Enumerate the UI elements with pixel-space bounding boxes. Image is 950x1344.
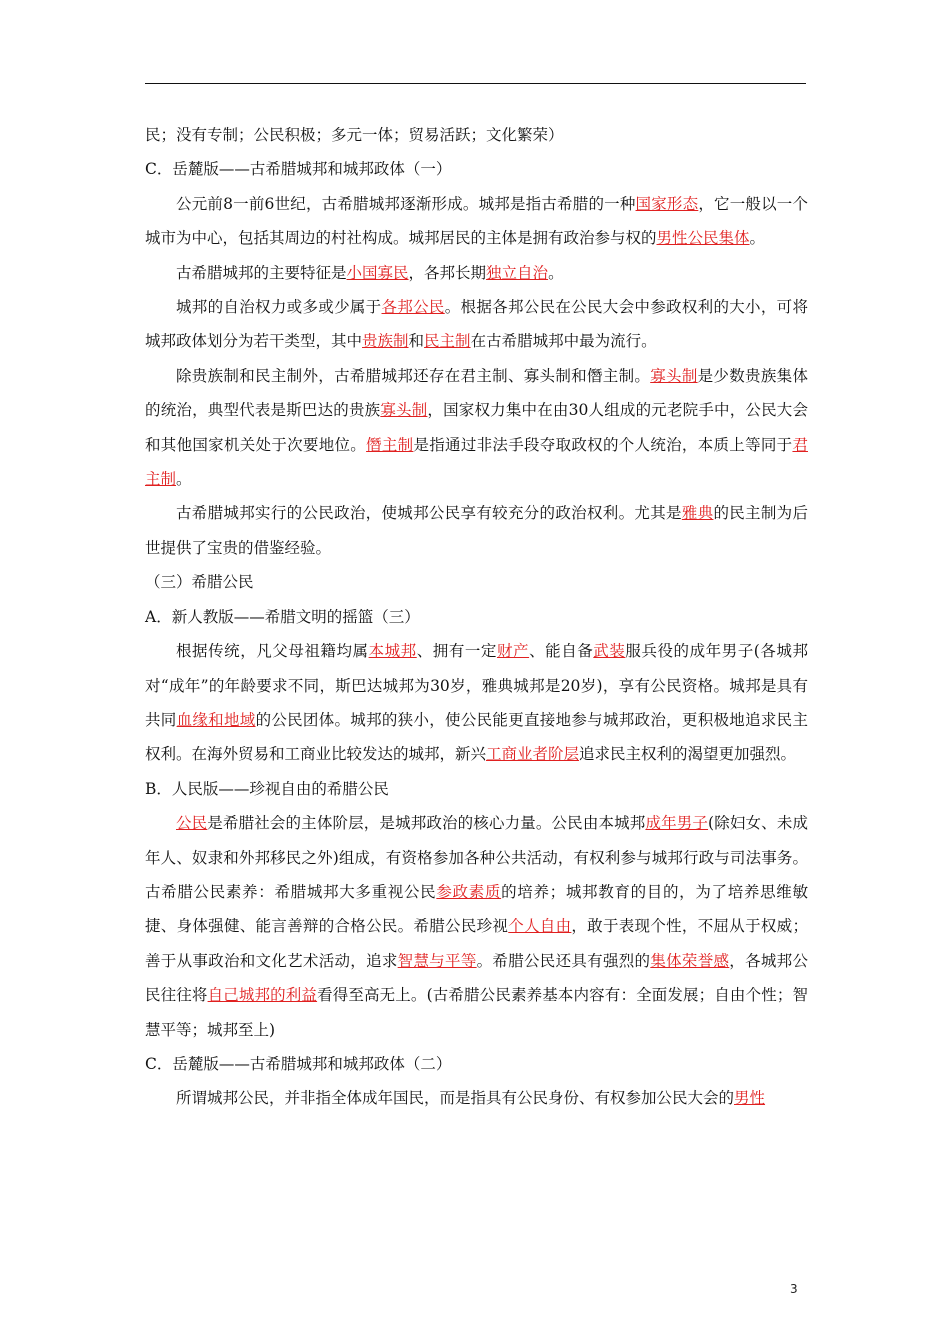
text-run: ，各城邦公民往往将: [145, 951, 808, 1005]
key-term: 自己城邦的利益: [207, 986, 318, 1005]
text-run: 民；没有专制；公民积极；多元一体；贸易活跃；文化繁荣）: [145, 126, 564, 144]
key-term: 各邦公民: [381, 298, 445, 317]
text-run: 。: [548, 263, 564, 282]
text-run: C．岳麓版——古希腊城邦和城邦政体（二）: [145, 1054, 452, 1073]
body-paragraph: [145, 256, 808, 290]
key-term: 参政素质: [436, 882, 502, 901]
section-heading: [145, 118, 808, 152]
key-term: 个人自由: [508, 917, 572, 936]
text-run: 是少数贵族集体的统治，典型代表是斯巴达的贵族: [145, 366, 808, 420]
page-number: 3: [790, 1282, 798, 1296]
text-run: 根据传统，凡父母祖籍均属: [176, 642, 369, 661]
text-run: 、拥有一定: [416, 642, 497, 661]
key-term: 贵族制: [362, 332, 409, 351]
key-term: 国家形态: [635, 194, 699, 213]
text-run: 。: [749, 229, 766, 248]
text-run: B．人民版——珍视自由的希腊公民: [145, 779, 389, 798]
key-term: 公民: [176, 814, 208, 833]
text-run: 。根据各邦公民在公民大会中参政权利的大小，可将城邦政体划分为若干类型，其中: [145, 298, 808, 351]
text-run: 的民主制为后世提供了宝贵的借鉴经验。: [145, 504, 808, 557]
key-term: 寡头制: [380, 401, 428, 420]
text-run: 公元前8一前6世纪，古希腊城邦逐渐形成。城邦是指古希腊的一种: [176, 194, 636, 213]
text-run: 是指通过非法手段夺取政权的个人统治，本质上等同于: [413, 435, 793, 454]
text-run: 古希腊城邦实行的公民政治，使城邦公民享有较充分的政治权利。尤其是: [176, 504, 682, 523]
text-run: C．岳麓版——古希腊城邦和城邦政体（一）: [145, 160, 452, 179]
text-run: 是希腊社会的主体阶层，是城邦政治的核心力量。公民由本城邦: [207, 814, 646, 833]
key-term: 集体荣誉感: [650, 951, 730, 970]
section-heading: [145, 1047, 808, 1081]
text-run: A．新人教版——希腊文明的摇篮（三）: [145, 607, 420, 626]
key-term: 智慧与平等: [397, 951, 477, 970]
section-heading: [145, 772, 808, 806]
key-term: 男性: [734, 1089, 766, 1108]
key-term: 武装: [593, 642, 626, 661]
key-term: 男性公民集体: [656, 229, 750, 248]
text-run: 服兵役的成年男子(各城邦对“成年”的年龄要求不同，斯巴达城邦为30岁，雅典城邦是20岁)，享有公民资格。城邦是具有共同: [145, 642, 808, 729]
text-run: ，它一般以一个城市为中心，包括其周边的村社构成。城邦居民的主体是拥有政治参与权的: [145, 194, 808, 248]
body-paragraph: [145, 1081, 808, 1115]
body-paragraph: [145, 806, 808, 1047]
body-paragraph: [145, 359, 808, 497]
section-heading: [145, 565, 808, 599]
text-run: 。希腊公民还具有强烈的: [476, 951, 651, 970]
text-run: 古希腊城邦的主要特征是: [176, 263, 347, 282]
section-heading: [145, 600, 808, 634]
text-run: 和: [408, 332, 425, 351]
section-heading: [145, 152, 808, 186]
body-paragraph: [145, 496, 808, 565]
key-term: 小国寡民: [346, 263, 409, 282]
text-run: 看得至高无上。(古希腊公民素养基本内容有：全面发展；自由个性；智慧平等；城邦至上): [145, 986, 808, 1039]
text-run: ，国家权力集中在由30人组成的元老院手中，公民大会和其他国家机关处于次要地位。: [145, 401, 808, 454]
text-run: 城邦的自治权力或多或少属于: [176, 298, 382, 317]
text-run: ，敢于表现个性，不屈从于权威；善于从事政治和文化艺术活动，追求: [145, 917, 808, 970]
text-run: 、能自备: [529, 642, 594, 661]
key-term: 独立自治: [486, 263, 549, 282]
key-term: 君主制: [145, 435, 808, 489]
text-run: 的培养；城邦教育的目的，为了培养思维敏捷、身体强健、能言善辩的合格公民。希腊公民珍视: [145, 882, 808, 936]
body-paragraph: [145, 187, 808, 256]
key-term: 本城邦: [368, 642, 417, 661]
key-term: 血缘和地域: [176, 710, 256, 729]
key-term: 财产: [496, 642, 530, 661]
key-term: 成年男子: [645, 814, 709, 833]
text-run: (除妇女、未成年人、奴隶和外邦移民之外)组成，有资格参加各种公共活动，有权利参与城邦行政与司法事务。古希腊公民素养：希腊城邦大多重视公民: [145, 814, 808, 901]
header-rule: [145, 83, 806, 84]
body-paragraph: [145, 634, 808, 772]
key-term: 工商业者阶层: [486, 745, 580, 764]
body-paragraph: [145, 290, 808, 359]
document-body: [145, 118, 808, 1116]
text-run: 追求民主权利的渴望更加强烈。: [579, 745, 797, 764]
key-term: 僭主制: [366, 435, 414, 454]
key-term: 民主制: [424, 332, 471, 351]
key-term: 雅典: [681, 504, 714, 523]
text-run: 除贵族制和民主制外，古希腊城邦还存在君主制、寡头制和僭主制。: [176, 366, 651, 385]
text-run: ，各邦长期: [408, 263, 487, 282]
key-term: 寡头制: [650, 366, 698, 385]
text-run: 所谓城邦公民，并非指全体成年国民，而是指具有公民身份、有权参加公民大会的: [176, 1089, 735, 1108]
text-run: 的公民团体。城邦的狭小，使公民能更直接地参与城邦政治，更积极地追求民主权利。在海外贸易和工商业比较发达的城邦，新兴: [145, 710, 808, 764]
text-run: 。: [176, 470, 192, 489]
text-run: 在古希腊城邦中最为流行。: [470, 332, 657, 351]
text-run: （三）希腊公民: [145, 573, 254, 592]
